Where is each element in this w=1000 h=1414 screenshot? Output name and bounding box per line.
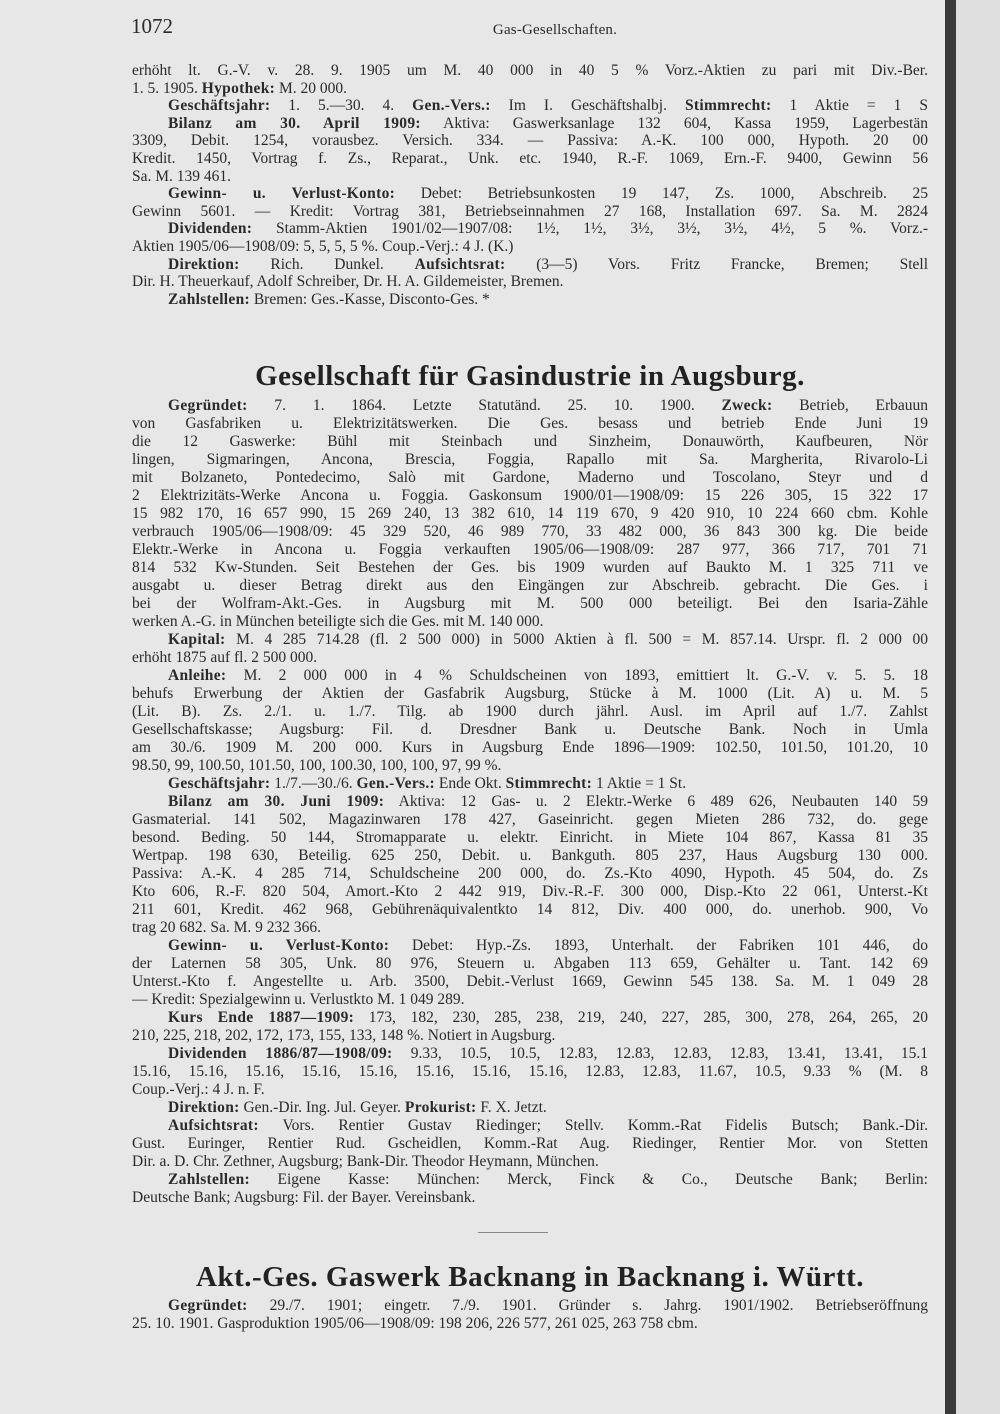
field-label: Zahlstellen: <box>168 290 250 308</box>
section-title-backnang: Akt.-Ges. Gaswerk Backnang in Backnang i. Württ. <box>196 1261 864 1293</box>
text-line <box>132 739 928 757</box>
text-line <box>132 955 928 973</box>
text-run: Kredit. 1450, Vortrag f. Zs., Reparat., Unk. etc. 1940, R.-F. 1069, Ern.-F. 9400, Gewinn 56 <box>132 150 928 167</box>
field-label: Prokurist: <box>404 1099 477 1116</box>
text-line <box>132 811 928 829</box>
text-run: Dir. H. Theuerkauf, Adolf Schreiber, Dr. H. A. Gildemeister, Bremen. <box>132 273 564 291</box>
text-run: Dir. a. D. Chr. Zethner, Augsburg; Bank-Dir. Theodor Heymann, München. <box>132 1153 599 1170</box>
text-run: Passiva: A.-K. 4 285 714, Schuldscheine 200 000, do. Zs.-Kto 4090, Hypoth. 45 504, do. Zs <box>132 865 928 882</box>
text-line <box>132 577 928 595</box>
section-title-augsburg: Gesellschaft für Gasindustrie in Augsburg. <box>255 360 805 392</box>
text-line <box>168 937 928 955</box>
text-run: werken A.-G. in München beteiligte sich die Ges. mit M. 140 000. <box>132 613 544 630</box>
field-label: Anleihe: <box>168 667 227 684</box>
text-run: Debet: Betriebsunkosten 19 147, Zs. 1000, Abschreib. 25 <box>395 185 928 203</box>
text-line <box>168 1117 928 1135</box>
text-run: Bremen: Ges.-Kasse, Disconto-Ges. * <box>249 290 490 308</box>
text-line <box>132 901 928 919</box>
section-divider <box>478 1232 548 1233</box>
text-line <box>168 793 928 811</box>
field-label: Aufsichtsrat: <box>168 1117 259 1134</box>
text-line <box>168 291 928 309</box>
page-number: 1072 <box>131 14 173 38</box>
text-line <box>132 523 928 541</box>
text-line <box>132 1027 928 1045</box>
text-line <box>132 829 928 847</box>
text-run: — Kredit: Spezialgewinn u. Verlustkto M. 1 049 289. <box>132 991 465 1008</box>
field-label: Zweck: <box>721 397 773 414</box>
text-line <box>168 397 928 415</box>
text-run: 814 532 Kw-Stunden. Seit Bestehen der Ges. bis 1909 wurden auf Baukto M. 1 325 711 ve <box>132 559 928 576</box>
text-line <box>132 541 928 559</box>
text-run: Sa. M. 139 461. <box>132 167 232 185</box>
text-line <box>132 238 928 256</box>
text-run: Ende Okt. <box>434 775 506 792</box>
text-run: M. 4 285 714.28 (fl. 2 500 000) in 5000 Aktien à fl. 500 = M. 857.14. Urspr. fl. 2 000 00 <box>225 631 928 648</box>
text-run: 2 Elektrizitäts-Werke Ancona u. Foggia. Gaskonsum 1900/01—1908/09: 15 226 305, 15 322 17 <box>132 487 928 504</box>
text-line <box>132 865 928 883</box>
text-run: 3309, Debit. 1254, vorausbez. Versich. 334. — Passiva: A.-K. 100 000, Hypoth. 20 00 <box>132 132 928 150</box>
text-line <box>132 1315 928 1333</box>
text-line <box>168 1297 928 1315</box>
text-line <box>132 703 928 721</box>
text-run: M. 20 000. <box>275 79 347 97</box>
text-run: 173, 182, 230, 285, 238, 219, 240, 227, 285, 300, 278, 264, 265, 20 <box>354 1009 928 1026</box>
text-line <box>132 168 928 186</box>
text-line <box>132 505 928 523</box>
text-run: 25. 10. 1901. Gasproduktion 1905/06—1908/09: 198 206, 226 577, 261 025, 263 758 cbm. <box>132 1315 698 1332</box>
text-run: ausgabt u. dieser Betrag direkt aus den Eingängen zur Abschreib. gebracht. Die Ges. i <box>132 577 928 594</box>
text-line <box>168 775 928 793</box>
field-label: Dividenden 1886/87—1908/09: <box>168 1045 393 1062</box>
text-line <box>132 559 928 577</box>
text-line <box>132 685 928 703</box>
text-run: Aktiva: 12 Gas- u. 2 Elektr.-Werke 6 489 626, Neubauten 140 59 <box>384 793 928 810</box>
text-run: 1. 5. 1905. <box>132 79 202 97</box>
text-line <box>132 1063 928 1081</box>
text-run: der Laternen 58 305, Unk. 80 976, Steuern u. Abgaben 113 659, Gehälter u. Tant. 142 69 <box>132 955 928 972</box>
text-run: Rich. Dunkel. <box>239 255 415 273</box>
text-line <box>132 757 928 775</box>
text-run: 1 Aktie = 1 St. <box>592 775 687 792</box>
text-run: 9.33, 10.5, 10.5, 12.83, 12.83, 12.83, 12.83, 13.41, 13.41, 15.1 <box>392 1045 928 1062</box>
field-label: Direktion: <box>168 255 240 273</box>
text-line <box>132 649 928 667</box>
text-run: F. X. Jetzt. <box>476 1099 547 1116</box>
field-label: Kurs Ende 1887—1909: <box>168 1009 355 1026</box>
field-label: Aufsichtsrat: <box>414 255 506 273</box>
text-line <box>168 220 928 238</box>
text-line <box>132 451 928 469</box>
text-run: die 12 Gaswerke: Bühl mit Steinbach und Sinzheim, Donauwörth, Kaufbeuren, Nör <box>132 433 928 450</box>
running-header: Gas-Gesellschaften. <box>492 22 618 38</box>
text-line <box>132 487 928 505</box>
text-line <box>132 433 928 451</box>
text-run: Gewinn 5601. — Kredit: Vortrag 381, Betriebseinnahmen 27 168, Installation 697. Sa. M. 2824 <box>132 202 928 220</box>
field-label: Gewinn- u. Verlust-Konto: <box>168 937 390 954</box>
text-line <box>132 883 928 901</box>
text-line <box>168 631 928 649</box>
text-line <box>132 469 928 487</box>
text-line <box>168 1099 928 1117</box>
text-run: lingen, Sigmaringen, Ancona, Brescia, Foggia, Rapallo mit Sa. Margherita, Rivarolo-Li <box>132 451 928 468</box>
text-run: 1./7.—30./6. <box>270 775 357 792</box>
text-run: 1 Aktie = 1 S <box>771 97 928 115</box>
text-run: trag 20 682. Sa. M. 9 232 366. <box>132 919 322 936</box>
text-line <box>168 97 928 115</box>
text-line <box>168 667 928 685</box>
text-run: M. 2 000 000 in 4 % Schuldscheinen von 1893, emittiert lt. G.-V. v. 5. 5. 18 <box>226 667 928 684</box>
field-label: Gen.-Vers.: <box>356 775 435 792</box>
text-line <box>132 132 928 150</box>
field-label: Bilanz am 30. April 1909: <box>168 114 421 132</box>
text-run: Kto 606, R.-F. 820 504, Amort.-Kto 2 442 919, Div.-R.-F. 300 000, Disp.-Kto 22 061, Unterst.-Kt <box>132 883 928 900</box>
text-run: 210, 225, 218, 202, 172, 173, 155, 133, 148 %. Notiert in Augsburg. <box>132 1027 556 1044</box>
text-line <box>132 1081 928 1099</box>
field-label: Geschäftsjahr: <box>168 775 271 792</box>
text-run: am 30./6. 1909 M. 200 000. Kurs in Augsburg Ende 1896—1909: 102.50, 101.50, 101.20, 10 <box>132 739 928 756</box>
text-line <box>132 1153 928 1171</box>
text-run: Aktien 1905/06—1908/09: 5, 5, 5, 5 %. Coup.-Verj.: 4 J. (K.) <box>132 238 514 255</box>
text-line <box>168 1009 928 1027</box>
text-run: Gesellschaftskasse; Augsburg: Fil. d. Dresdner Bank u. Deutsche Bank. Noch in Umla <box>132 721 928 738</box>
field-label: Direktion: <box>168 1099 240 1116</box>
text-line <box>132 62 928 80</box>
text-line <box>132 150 928 168</box>
text-line <box>132 1135 928 1153</box>
field-label: Zahlstellen: <box>168 1171 250 1188</box>
text-line <box>132 80 928 98</box>
text-line <box>132 991 928 1009</box>
text-line <box>132 415 928 433</box>
text-line <box>132 1189 928 1207</box>
field-label: Kapital: <box>168 631 226 648</box>
book-gutter <box>945 0 956 1414</box>
text-line <box>132 847 928 865</box>
text-line <box>132 919 928 937</box>
text-line <box>132 613 928 631</box>
text-run: Gasmaterial. 141 502, Magazinwaren 178 427, Gaseinricht. gegen Mieten 286 732, do. gege <box>132 811 928 828</box>
text-run: Eigene Kasse: München: Merck, Finck & Co., Deutsche Bank; Berlin: <box>249 1171 928 1188</box>
text-run: Wertpap. 198 630, Beteilig. 625 250, Debit. u. Bankguth. 805 237, Haus Augsburg 130 000. <box>132 847 928 864</box>
text-line <box>168 115 928 133</box>
text-line <box>132 203 928 221</box>
text-line <box>132 973 928 991</box>
text-run: 29./7. 1901; eingetr. 7./9. 1901. Gründer s. Jahrg. 1901/1902. Betriebseröffnung <box>247 1297 928 1314</box>
text-line <box>132 273 928 291</box>
field-label: Geschäftsjahr: <box>168 97 271 115</box>
text-line <box>168 256 928 274</box>
field-label: Hypothek: <box>201 79 276 97</box>
field-label: Gegründet: <box>168 397 248 414</box>
text-line <box>132 595 928 613</box>
field-label: Gegründet: <box>168 1297 248 1314</box>
text-line <box>168 185 928 203</box>
text-run: Gen.-Dir. Ing. Jul. Geyer. <box>239 1099 405 1116</box>
text-run: mit Bolzaneto, Pontedecimo, Salò mit Gardone, Maderno und Toscolano, Steyr und d <box>132 469 928 486</box>
field-label: Gewinn- u. Verlust-Konto: <box>168 185 396 203</box>
text-run: bei der Wolfram-Akt.-Ges. in Augsburg mit M. 500 000 beteiligt. Bei den Isaria-Zähle <box>132 595 928 612</box>
text-run: erhöht lt. G.-V. v. 28. 9. 1905 um M. 40 000 in 40 5 % Vorz.-Aktien zu pari mit Div.-Ber. <box>132 62 928 79</box>
field-label: Dividenden: <box>168 220 253 238</box>
text-run: behufs Erwerbung der Aktien der Gasfabrik Augsburg, Stücke à M. 1000 (Lit. A) u. M. 5 <box>132 685 928 702</box>
field-label: Stimmrecht: <box>684 97 772 115</box>
field-label: Stimmrecht: <box>505 775 593 792</box>
field-label: Bilanz am 30. Juni 1909: <box>168 793 385 810</box>
text-run: Aktiva: Gaswerksanlage 132 604, Kassa 1959, Lagerbestän <box>420 114 928 132</box>
adjacent-page-edge <box>956 0 1000 1414</box>
text-run: Stamm-Aktien 1901/02—1907/08: 1½, 1½, 3½, 3½, 3½, 4½, 5 %. Vorz.- <box>252 220 928 238</box>
text-run: Coup.-Verj.: 4 J. n. F. <box>132 1081 265 1098</box>
text-run: 98.50, 99, 100.50, 101.50, 100, 100.30, 100, 100, 97, 99 %. <box>132 757 502 774</box>
text-run: Unterst.-Kto f. Angestellte u. Arb. 3500, Debit.-Verlust 1669, Gewinn 545 138. Sa. M. 1 049 28 <box>132 973 928 990</box>
text-run: 1. 5.—30. 4. <box>270 97 413 115</box>
text-run: 15.16, 15.16, 15.16, 15.16, 15.16, 15.16, 15.16, 15.16, 12.83, 12.83, 11.67, 10.5, 9.33 % (M. 8 <box>132 1063 928 1080</box>
field-label: Gen.-Vers.: <box>412 97 491 115</box>
text-run: 15 982 170, 16 657 990, 15 269 240, 13 382 610, 14 119 670, 9 420 910, 10 224 660 cbm. Kohle <box>132 505 928 522</box>
text-run: von Gasfabriken u. Elektrizitätswerken. Die Ges. besass und betrieb Ende Juni 19 <box>132 415 928 432</box>
text-run: Debet: Hyp.-Zs. 1893, Unterhalt. der Fabriken 101 446, do <box>389 937 928 954</box>
text-run: Betrieb, Erbauun <box>772 397 928 414</box>
text-run: Deutsche Bank; Augsburg: Fil. der Bayer. Vereinsbank. <box>132 1189 476 1206</box>
text-run: Gust. Euringer, Rentier Rud. Gscheidlen, Komm.-Rat Aug. Riedinger, Rentier Mor. von Stetten <box>132 1135 928 1152</box>
text-line <box>168 1045 928 1063</box>
text-run: (3—5) Vors. Fritz Francke, Bremen; Stell <box>505 255 928 273</box>
text-run: 7. 1. 1864. Letzte Statutänd. 25. 10. 1900. <box>247 397 722 414</box>
text-line <box>132 721 928 739</box>
text-run: Elektr.-Werke in Ancona u. Foggia verkauften 1905/06—1908/09: 287 977, 366 717, 701 71 <box>132 541 928 558</box>
text-run: erhöht 1875 auf fl. 2 500 000. <box>132 649 318 666</box>
text-run: besond. Beding. 50 144, Stromapparate u. elektr. Einricht. in Miete 104 867, Kassa 81 35 <box>132 829 928 846</box>
text-run: Im I. Geschäftshalbj. <box>490 97 685 115</box>
text-run: (Lit. B). Zs. 2./1. u. 1./7. Tilg. ab 1900 durch jährl. Ausl. im April auf 1./7. Zahlst <box>132 703 928 720</box>
text-run: verbrauch 1905/06—1908/09: 45 329 520, 46 989 770, 33 482 000, 36 843 300 kg. Die beide <box>132 523 928 540</box>
text-run: Vors. Rentier Gustav Riedinger; Stellv. Komm.-Rat Fidelis Butsch; Bank.-Dir. <box>258 1117 928 1134</box>
text-run: 211 601, Kredit. 462 968, Gebührenäquivalentkto 14 812, Div. 400 000, do. unerhob. 900, Vo <box>132 901 928 918</box>
text-line <box>168 1171 928 1189</box>
